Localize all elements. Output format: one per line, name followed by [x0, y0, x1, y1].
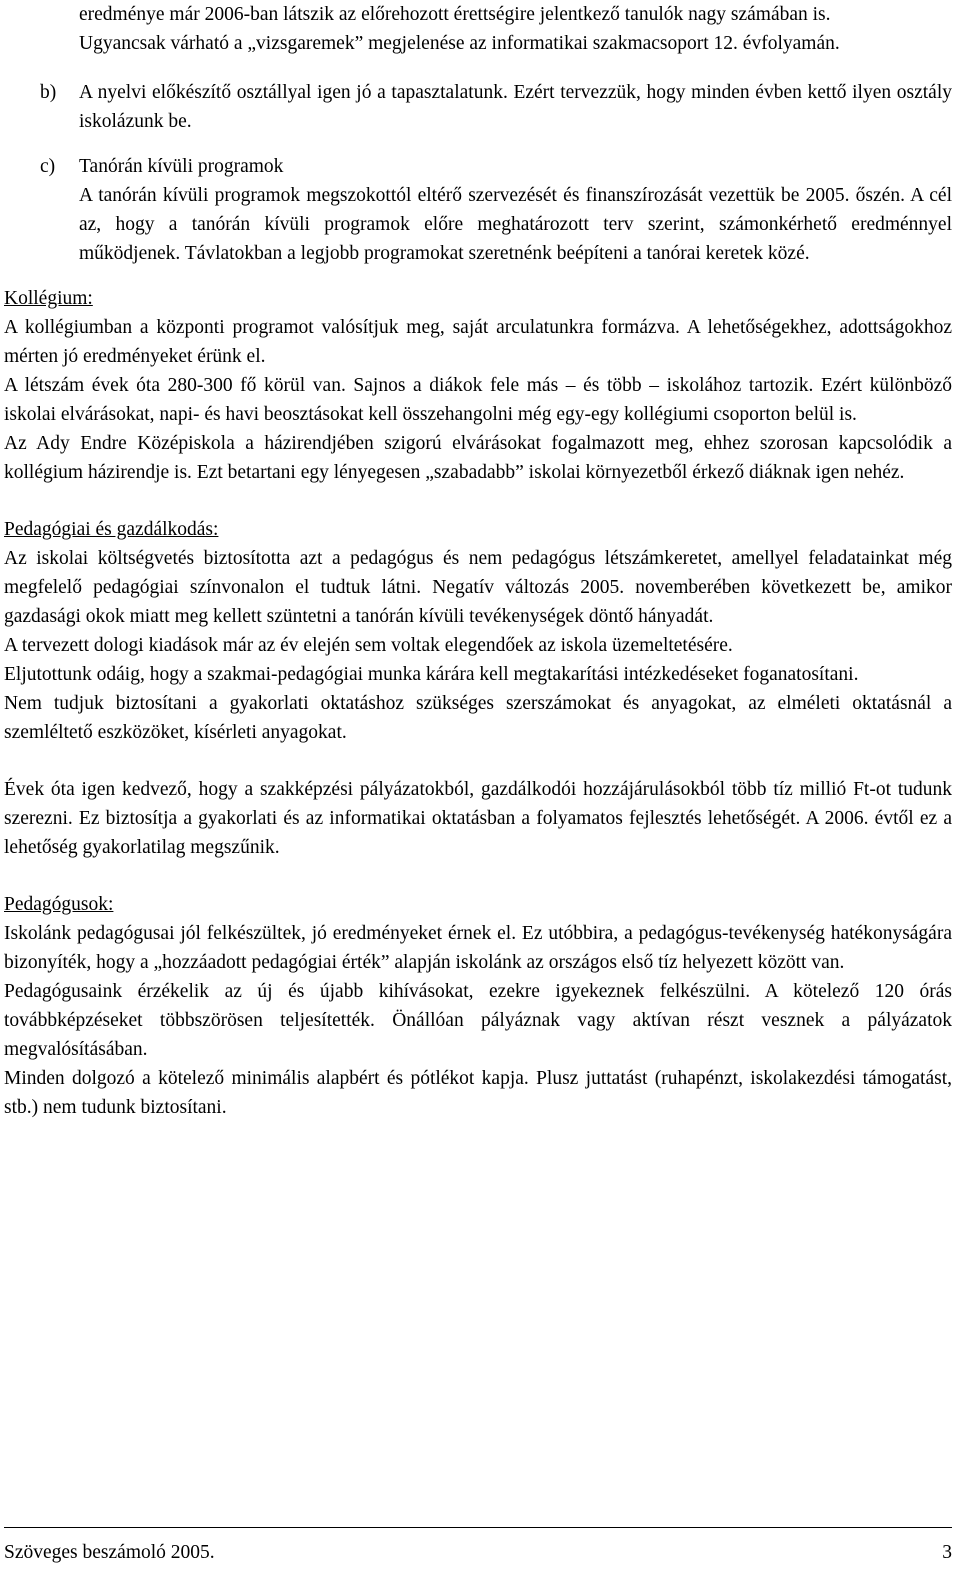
kollegium-paragraph-2: A létszám évek óta 280-300 fő körül van. Sajnos a diákok fele más – és több – iskolához tartozik. Ezért különböző iskolai elvárásokat, napi- és havi beosztásokat kell összehangolni még egy-egy kollégiumi csoporton belül is.: [4, 375, 952, 425]
list-marker-b: b): [40, 82, 57, 103]
pedagogiai-paragraph-4: Nem tudjuk biztosítani a gyakorlati oktatáshoz szükséges szerszámokat és anyagokat, az elméleti oktatásnál a szemléltető eszközöket, kísérleti anyagokat.: [4, 693, 952, 743]
list-item-c-title: Tanórán kívüli programok: [79, 156, 284, 177]
pedagogiai-paragraph-3: Eljutottunk odáig, hogy a szakmai-pedagógiai munka kárára kell megtakarítási intézkedéseket foganatosítani.: [4, 664, 859, 685]
kollegium-paragraph-1: A kollégiumban a központi programot valósítjuk meg, saját arculatunkra formázva. A lehetőségekhez, adottságokhoz mérten jó eredményeket érünk el.: [4, 317, 952, 367]
page-number: 3: [942, 1542, 952, 1563]
pedagogiai-paragraph-1: Az iskolai költségvetés biztosította azt a pedagógus és nem pedagógus létszámkeretet, amellyel feladatainkat még megfelelő pedagógiai színvonalon el tudtuk látni. Negatív változás 2005. novemberében következett be, amikor gazdasági okok miatt meg kellett szüntetni a tanórán kívüli tevékenységek döntő hányadát.: [4, 548, 952, 627]
paragraph-vizsgaremek: Ugyancsak várható a „vizsgaremek” megjelenése az informatikai szakmacsoport 12. évfolyamán.: [79, 33, 840, 54]
continued-paragraph: eredménye már 2006-ban látszik az előrehozott érettségire jelentkező tanulók nagy számában is.: [79, 4, 831, 25]
list-item-b: [4, 78, 952, 136]
page-footer: [4, 1527, 952, 1567]
document-page: [4, 0, 952, 1122]
list-item-c: [4, 152, 952, 268]
list-marker-c: c): [40, 156, 56, 177]
section-heading-kollegium: Kollégium:: [4, 288, 93, 309]
pedagogusok-paragraph-2: Pedagógusaink érzékelik az új és újabb kihívásokat, ezekre igyekeznek felkészülni. A kötelező 120 órás továbbképzéseket többszörösen teljesítették. Önállóan pályáznak vagy aktívan részt vesznek a pályázatok megvalósításában.: [4, 981, 952, 1060]
pedagogusok-paragraph-3: Minden dolgozó a kötelező minimális alapbért és pótlékot kapja. Plusz juttatást (ruhapénzt, iskolakezdési támogatást, stb.) nem tudunk biztosítani.: [4, 1068, 952, 1118]
pedagogiai-paragraph-5: Évek óta igen kedvező, hogy a szakképzési pályázatokból, gazdálkodói hozzájárulásokból több tíz millió Ft-ot tudunk szerezni. Ez biztosítja a gyakorlati és az informatikai oktatásban a folyamatos fejlesztés lehetőségét. A 2006. évtől ez a lehetőség gyakorlatilag megszűnik.: [4, 779, 952, 858]
pedagogiai-paragraph-2: A tervezett dologi kiadások már az év elején sem voltak elegendőek az iskola üzemeltetésére.: [4, 635, 733, 656]
section-heading-pedagogusok: Pedagógusok:: [4, 894, 114, 915]
section-heading-pedagogiai: Pedagógiai és gazdálkodás:: [4, 519, 219, 540]
footer-title: Szöveges beszámoló 2005.: [4, 1542, 215, 1563]
kollegium-paragraph-3: Az Ady Endre Középiskola a házirendjében szigorú elvárásokat fogalmazott meg, ehhez szorosan kapcsolódik a kollégium házirendje is. Ezt betartani egy lényegesen „szabadabb” iskolai környezetből érkező diáknak igen nehéz.: [4, 433, 952, 483]
pedagogusok-paragraph-1: Iskolánk pedagógusai jól felkészültek, jó eredményeket érnek el. Ez utóbbira, a pedagógus-tevékenység hatékonyságára bizonyíték, hogy a „hozzáadott pedagógiai érték” alapján iskolánk az országos első tíz helyezett között van.: [4, 923, 952, 973]
list-item-c-text: A tanórán kívüli programok megszokottól eltérő szervezését és finanszírozását vezettük be 2005. őszén. A cél az, hogy a tanórán kívüli programok előre meghatározott terv szerint, számonkérhető eredménnyel működjenek. Távlatokban a legjobb programokat szeretnénk beépíteni a tanórai keretek közé.: [79, 185, 952, 264]
list-item-b-text: A nyelvi előkészítő osztállyal igen jó a tapasztalatunk. Ezért tervezzük, hogy minden évben kettő ilyen osztály iskolázunk be.: [79, 82, 952, 132]
